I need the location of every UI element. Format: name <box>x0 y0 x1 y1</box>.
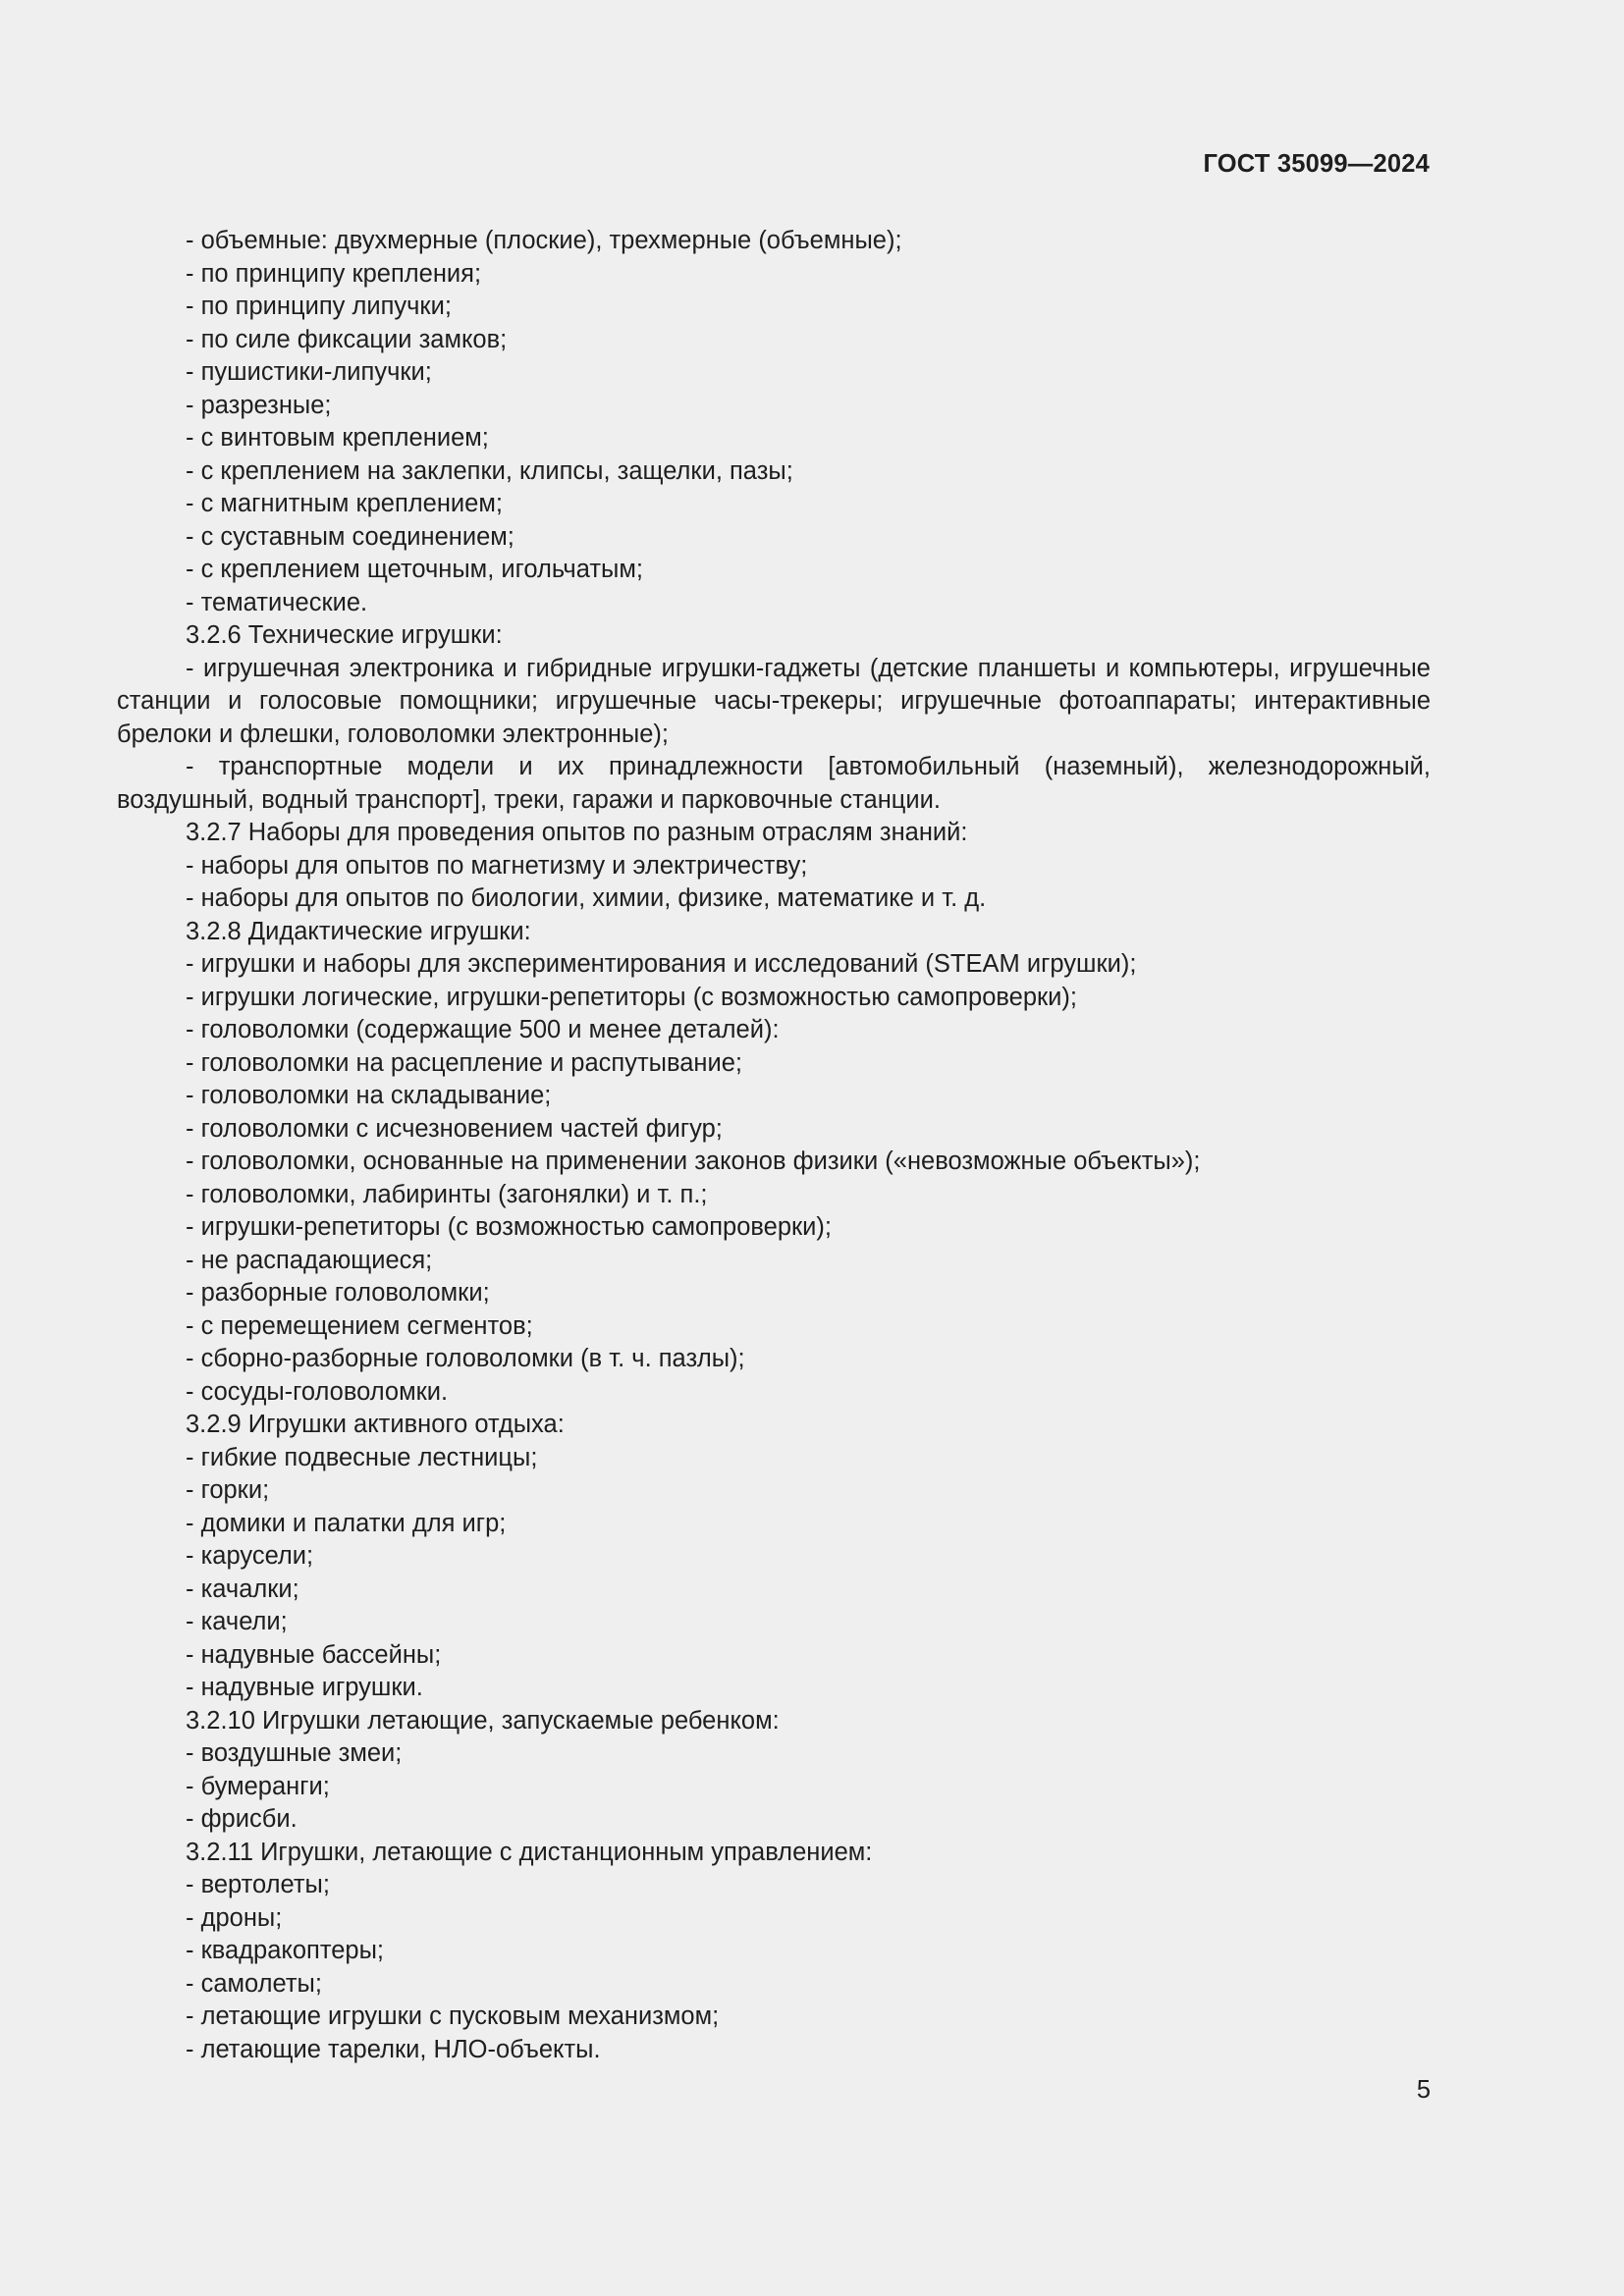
list-item: - горки; <box>186 1476 270 1504</box>
list-item: - сосуды-головоломки. <box>186 1377 449 1406</box>
list-item: - с перемещением сегментов; <box>186 1311 533 1340</box>
section-heading: 3.2.10 Игрушки летающие, запускаемые ребенком: <box>186 1706 780 1735</box>
list-item: - бумеранги; <box>186 1772 330 1800</box>
list-item: - транспортные модели и их принадлежности [автомобильный (наземный), железнодорожный, воздушный, водный транспорт], треки, гаражи и парковочные станции. <box>117 753 1431 814</box>
list-item: - пушистики-липучки; <box>186 358 432 386</box>
list-item: - дроны; <box>186 1903 283 1932</box>
list-item: - головоломки, основанные на применении законов физики («невозможные объекты»); <box>186 1148 1201 1175</box>
list-item: - головоломки на расцепление и распутывание; <box>186 1048 743 1077</box>
list-item: - качалки; <box>186 1575 299 1603</box>
document-body <box>117 225 1431 2066</box>
list-item: - надувные игрушки. <box>186 1674 423 1701</box>
list-item: - тематические. <box>186 588 368 616</box>
list-item: - игрушки и наборы для экспериментирования и исследований (STEAM игрушки); <box>186 950 1137 978</box>
section-heading: 3.2.7 Наборы для проведения опытов по разным отраслям знаний: <box>186 819 968 846</box>
list-item: - наборы для опытов по биологии, химии, физике, математике и т. д. <box>186 884 987 912</box>
list-item: - самолеты; <box>186 1969 322 1998</box>
list-item: - головоломки на складывание; <box>186 1082 552 1109</box>
section-heading: 3.2.6 Технические игрушки: <box>186 621 503 649</box>
list-item: - игрушечная электроника и гибридные игрушки-гаджеты (детские планшеты и компьютеры, игрушечные станции и голосовые помощники; игрушечные часы-трекеры; игрушечные фотоаппараты; интерактивные брелоки и флешки, головоломки электронные); <box>117 654 1431 748</box>
list-item: - сборно-разборные головоломки (в т. ч. пазлы); <box>186 1345 745 1372</box>
list-item: - объемные: двухмерные (плоские), трехмерные (объемные); <box>186 227 902 254</box>
list-item: - летающие игрушки с пусковым механизмом; <box>186 2002 720 2030</box>
list-item: - домики и палатки для игр; <box>186 1509 507 1537</box>
list-item: - не распадающиеся; <box>186 1246 433 1274</box>
list-item: - с креплением щеточным, игольчатым; <box>186 556 643 583</box>
list-item: - разрезные; <box>186 391 332 419</box>
list-item: - воздушные змеи; <box>186 1739 403 1767</box>
list-item: - головоломки с исчезновением частей фигур; <box>186 1114 723 1143</box>
list-item: - по принципу крепления; <box>186 259 482 288</box>
list-item: - карусели; <box>186 1542 314 1570</box>
list-item: - игрушки-репетиторы (с возможностью самопроверки); <box>186 1213 832 1241</box>
list-item: - головоломки, лабиринты (загонялки) и т. п.; <box>186 1180 708 1208</box>
list-item: - фрисби. <box>186 1805 298 1833</box>
page-number: 5 <box>1416 2076 1431 2104</box>
document-standard-number: ГОСТ 35099—2024 <box>1203 150 1430 178</box>
list-item: - квадракоптеры; <box>186 1937 385 1964</box>
list-item: - по принципу липучки; <box>186 293 452 320</box>
list-item: - с суставным соединением; <box>186 522 514 551</box>
list-item: - гибкие подвесные лестницы; <box>186 1443 538 1471</box>
list-item: - с винтовым креплением; <box>186 424 489 452</box>
section-heading: 3.2.11 Игрушки, летающие с дистанционным управлением: <box>186 1838 873 1866</box>
list-item: - вертолеты; <box>186 1871 330 1898</box>
list-item: - с креплением на заклепки, клипсы, защелки, пазы; <box>186 456 793 485</box>
list-item: - летающие тарелки, НЛО-объекты. <box>186 2035 601 2063</box>
list-item: - с магнитным креплением; <box>186 490 503 517</box>
list-item: - качели; <box>186 1608 288 1635</box>
list-item: - наборы для опытов по магнетизму и электричеству; <box>186 851 808 880</box>
section-heading: 3.2.8 Дидактические игрушки: <box>186 917 531 945</box>
list-item: - разборные головоломки; <box>186 1279 490 1307</box>
list-item: - игрушки логические, игрушки-репетиторы (с возможностью самопроверки); <box>186 983 1077 1011</box>
list-item: - головоломки (содержащие 500 и менее деталей): <box>186 1016 780 1043</box>
list-item: - надувные бассейны; <box>186 1640 442 1669</box>
list-item: - по силе фиксации замков; <box>186 325 508 353</box>
section-heading: 3.2.9 Игрушки активного отдыха: <box>186 1411 565 1438</box>
